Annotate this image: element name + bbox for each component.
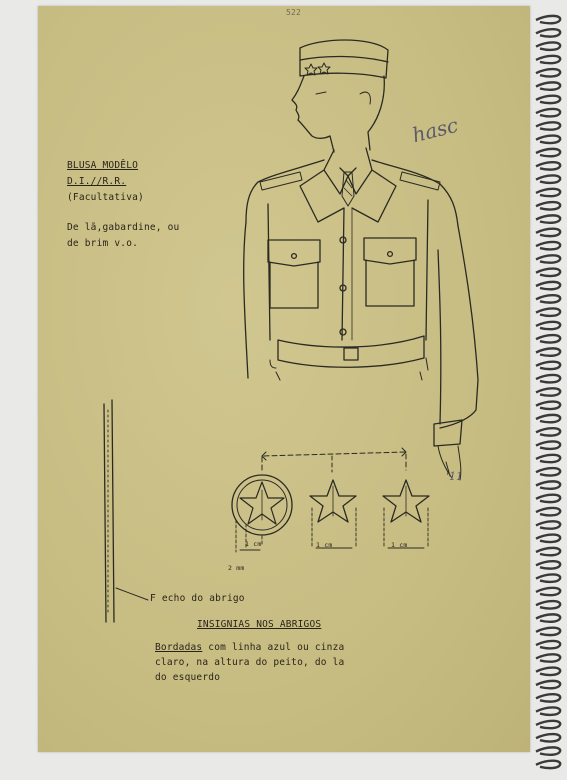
button [340, 329, 346, 335]
measure-label-2mm: 2 mm [228, 564, 245, 572]
right-arm [440, 226, 478, 428]
zipper-label: F echo do abrigo [150, 593, 245, 604]
zipper-leader [116, 588, 148, 600]
insignia-bracket [262, 452, 406, 470]
belt [278, 336, 424, 367]
right-pocket [366, 260, 414, 306]
measure-label-1cm: 1 cm [316, 541, 333, 549]
zipper-line [104, 404, 106, 622]
right-shoulder [372, 160, 458, 226]
cap-star-icon [305, 64, 317, 75]
material-line-1: De lã,gabardine, ou [67, 222, 180, 233]
measure-label-1cm: 1 cm [391, 541, 408, 549]
body-line-3: do esquerdo [155, 672, 221, 683]
left-shoulder [246, 160, 324, 222]
material-line-2: de brim v.o. [67, 238, 139, 249]
section-title: INSIGNIAS NOS ABRIGOS [197, 619, 322, 630]
body-line-2: claro, na altura do peito, do la [155, 657, 345, 668]
page-number: 522 [286, 8, 302, 17]
head [292, 76, 330, 138]
title-line-1: BLUSA MODÊLO [67, 160, 139, 171]
left-pocket [270, 262, 318, 308]
hand-mark: '11 [446, 470, 464, 483]
title-line-3: (Facultativa) [67, 192, 144, 203]
title-line-2: D.I.//R.R. [67, 176, 127, 187]
measure-label-1cm: 1 cm [245, 540, 262, 548]
collar [324, 148, 372, 194]
cap-star-icon [318, 63, 330, 74]
belt-buckle [344, 348, 358, 360]
signature: hasc [409, 112, 461, 148]
left-arm [244, 222, 248, 378]
body-line-1: Bordadas com linha azul ou cinza [155, 642, 345, 653]
